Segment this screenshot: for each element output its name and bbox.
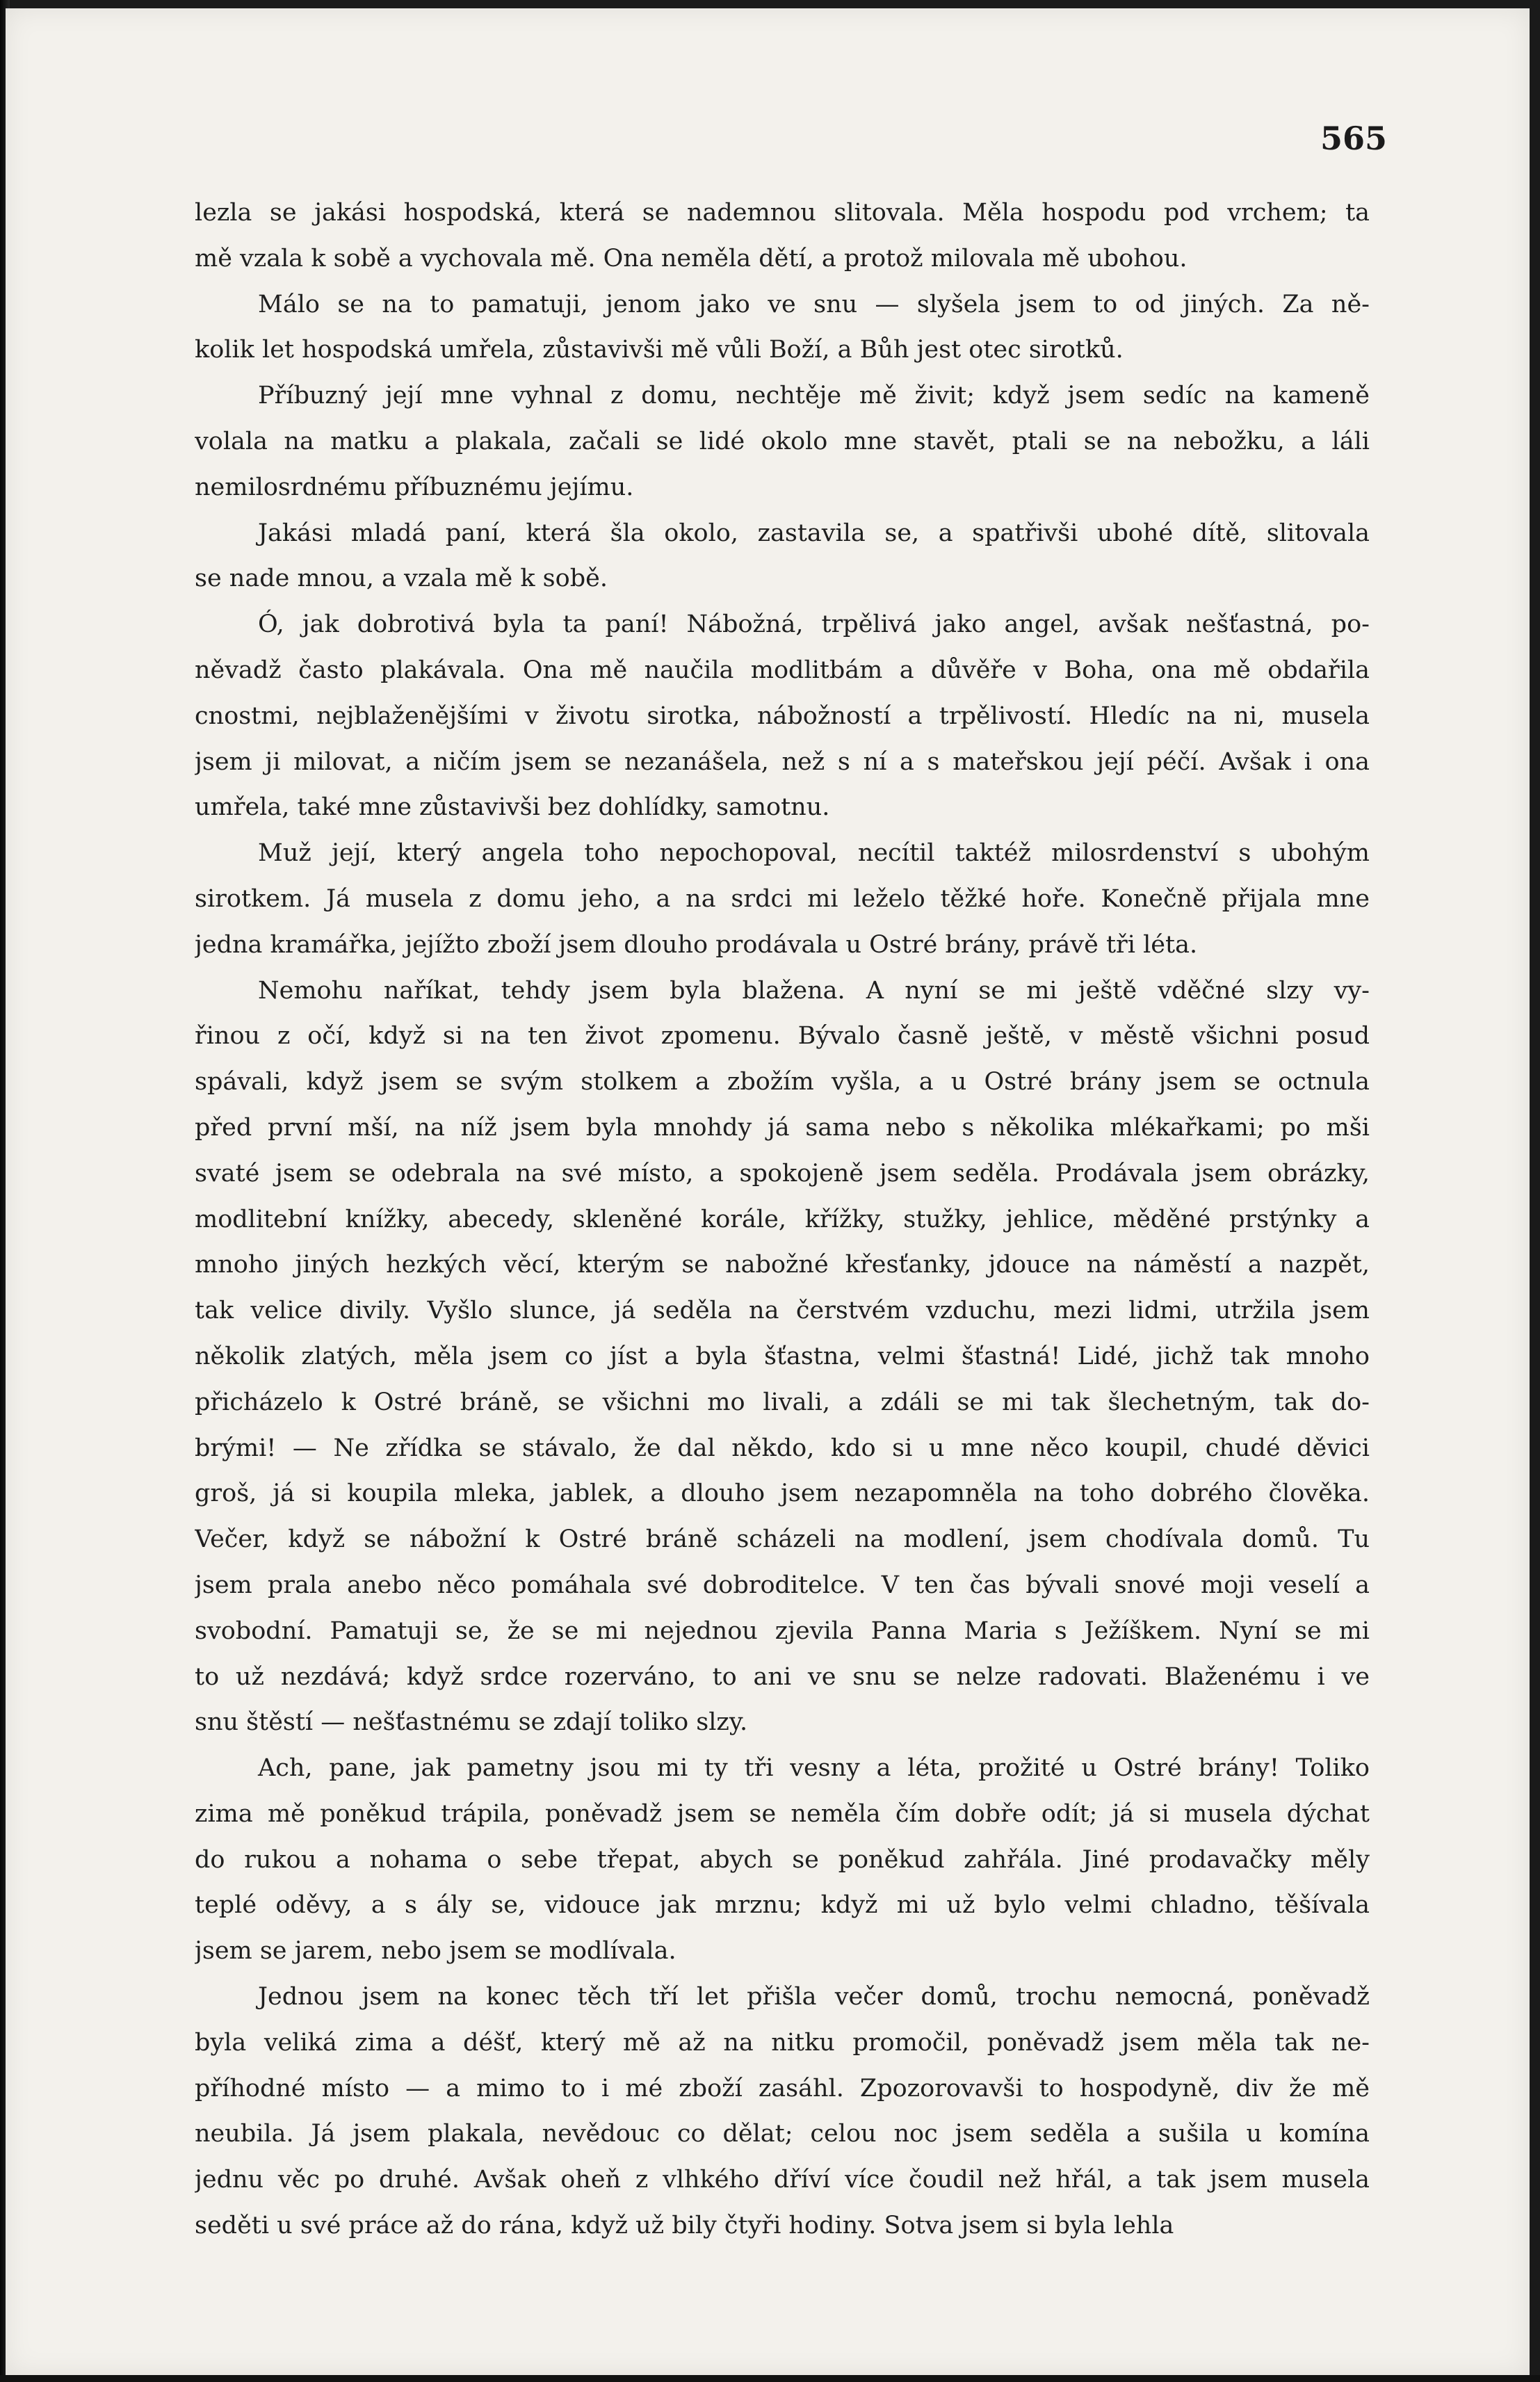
text-line: svaté jsem se odebrala na své místo, a spokojeně jsem seděla. Prodávala jsem obrázky, [195, 1159, 1370, 1188]
text-line: cnostmi, nejblaženějšími v životu sirotka, nábožností a trpělivostí. Hledíc na ni, musela [195, 702, 1370, 730]
paragraph [195, 1975, 1370, 2249]
text-line: jsem se jarem, nebo jsem se modlívala. [195, 1937, 676, 1966]
text-line: přicházelo k Ostré bráně, se všichni mo livali, a zdáli se mi tak šlechetným, tak do- [195, 1388, 1370, 1416]
paragraph [195, 282, 1370, 374]
text-line: se nade mnou, a vzala mě k sobě. [195, 565, 608, 593]
text-line: Málo se na to pamatuji, jenom jako ve snu — slyšela jsem to od jiných. Za ně- [258, 290, 1370, 318]
text-line: lezla se jakási hospodská, která se nademnou slitovala. Měla hospodu pod vrchem; ta [195, 199, 1370, 227]
text-line: neubila. Já jsem plakala, nevědouc co dělat; celou noc jsem seděla a sušila u komína [195, 2120, 1370, 2148]
text-line: zima mě poněkud trápila, poněvadž jsem se neměla čím dobře odít; já si musela dýchat [195, 1799, 1370, 1828]
text-line: spávali, když jsem se svým stolkem a zbožím vyšla, a u Ostré brány jsem se octnula [195, 1068, 1370, 1096]
scanned-page [6, 8, 1530, 2375]
text-line: řinou z očí, když si na ten život zpomenu. Bývalo časně ještě, v městě všichni posud [195, 1022, 1370, 1051]
text-line: groš, já si koupila mleka, jablek, a dlouho jsem nezapomněla na toho dobrého člověka. [195, 1480, 1370, 1508]
text-line: nemilosrdnému příbuznému jejímu. [195, 473, 634, 501]
text-line: Jednou jsem na konec těch tří let přišla večer domů, trochu nemocná, poněvadž [258, 1983, 1370, 2011]
text-line: mě vzala k sobě a vychovala mě. Ona neměla dětí, a protož milovala mě ubohou. [195, 244, 1188, 273]
text-line: Příbuzný její mne vyhnal z domu, nechtěje mě živit; když jsem sedíc na kameně [258, 382, 1370, 410]
paragraph [195, 373, 1370, 510]
text-line: příhodné místo — a mimo to i mé zboží zasáhl. Zpozorovavši to hospodyně, div že mě [195, 2074, 1370, 2103]
text-line: svobodní. Pamatuji se, že se mi nejednou zjevila Panna Maria s Ježíškem. Nyní se mi [195, 1617, 1370, 1645]
text-line: jsem prala anebo něco pomáhala své dobroditelce. V ten čas bývali snové moji veselí a [195, 1571, 1370, 1599]
text-line: do rukou a nohama o sebe třepat, abych se poněkud zahřála. Jiné prodavačky měly [195, 1845, 1370, 1874]
text-line: Ó, jak dobrotivá byla ta paní! Nábožná, trpělivá jako angel, avšak nešťastná, po- [258, 610, 1370, 639]
text-line: byla veliká zima a déšť, který mě až na nitku promočil, poněvadž jsem měla tak ne- [195, 2028, 1370, 2057]
text-line: tak velice divily. Vyšlo slunce, já seděla na čerstvém vzduchu, mezi lidmi, utržila jsem [195, 1297, 1370, 1325]
text-line: volala na matku a plakala, začali se lidé okolo mne stavět, ptali se na nebožku, a láli [195, 427, 1370, 455]
paragraph [195, 511, 1370, 603]
text-line: snu štěstí — nešťastnému se zdají toliko slzy. [195, 1708, 748, 1737]
paragraph [195, 831, 1370, 968]
text-line: umřela, také mne zůstavivši bez dohlídky, samotnu. [195, 793, 830, 822]
text-line: brými! — Ne zřídka se stávalo, že dal někdo, kdo si u mne něco koupil, chudé děvici [195, 1434, 1370, 1462]
text-line: Ach, pane, jak pametny jsou mi ty tři vesny a léta, prožité u Ostré brány! Toliko [258, 1754, 1370, 1783]
text-line: Nemohu naříkat, tehdy jsem byla blažena. A nyní se mi ještě vděčné slzy vy- [258, 976, 1370, 1005]
text-line: jsem ji milovat, a ničím jsem se nezanášela, než s ní a s mateřskou její péčí. Avšak i ona [195, 747, 1370, 776]
text-line: jedna kramářka, jejížto zboží jsem dlouho prodávala u Ostré brány, právě tři léta. [195, 930, 1198, 959]
paragraph [195, 1746, 1370, 1975]
paragraph [195, 969, 1370, 1747]
page-number: 565 [1320, 120, 1387, 157]
text-line: mnoho jiných hezkých věcí, kterým se nabožné křesťanky, jdouce na náměstí a nazpět, [195, 1251, 1370, 1279]
text-line: to už nezdává; když srdce rozerváno, to ani ve snu se nelze radovati. Blaženému i ve [195, 1662, 1370, 1691]
text-line: teplé oděvy, a s ály se, vidouce jak mrznu; když mi už bylo velmi chladno, těšívala [195, 1891, 1370, 1920]
text-line: modlitební knížky, abecedy, skleněné korále, křížky, stužky, jehlice, měděné prstýnky a [195, 1205, 1370, 1233]
text-line: kolik let hospodská umřela, zůstavivši mě vůli Boží, a Bůh jest otec sirotků. [195, 336, 1124, 364]
text-line: něvadž často plakávala. Ona mě naučila modlitbám a důvěře v Boha, ona mě obdařila [195, 656, 1370, 684]
text-line: Večer, když se nábožní k Ostré bráně scházeli na modlení, jsem chodívala domů. Tu [195, 1525, 1370, 1554]
text-line: před první mší, na níž jsem byla mnohdy já sama nebo s několika mlékařkami; po mši [195, 1113, 1370, 1142]
text-line: sirotkem. Já musela z domu jeho, a na srdci mi leželo těžké hoře. Konečně přijala mne [195, 884, 1370, 913]
text-line: jednu věc po druhé. Avšak oheň z vlhkého dříví více čoudil než hřál, a tak jsem musela [195, 2166, 1370, 2194]
text-line: Muž její, který angela toho nepochopoval, necítil taktéž milosrdenství s ubohým [258, 839, 1370, 868]
paragraph [195, 191, 1370, 282]
paragraph [195, 602, 1370, 831]
text-line: několik zlatých, měla jsem co jíst a byla šťastna, velmi šťastná! Lidé, jichž tak mnoho [195, 1342, 1370, 1370]
text-line: seděti u své práce až do rána, když už bily čtyři hodiny. Sotva jsem si byla lehla [195, 2212, 1174, 2240]
body-text [195, 191, 1370, 2249]
page-bottom-edge [0, 2375, 1540, 2382]
text-line: Jakási mladá paní, která šla okolo, zastavila se, a spatřivši ubohé dítě, slitovala [258, 519, 1370, 547]
